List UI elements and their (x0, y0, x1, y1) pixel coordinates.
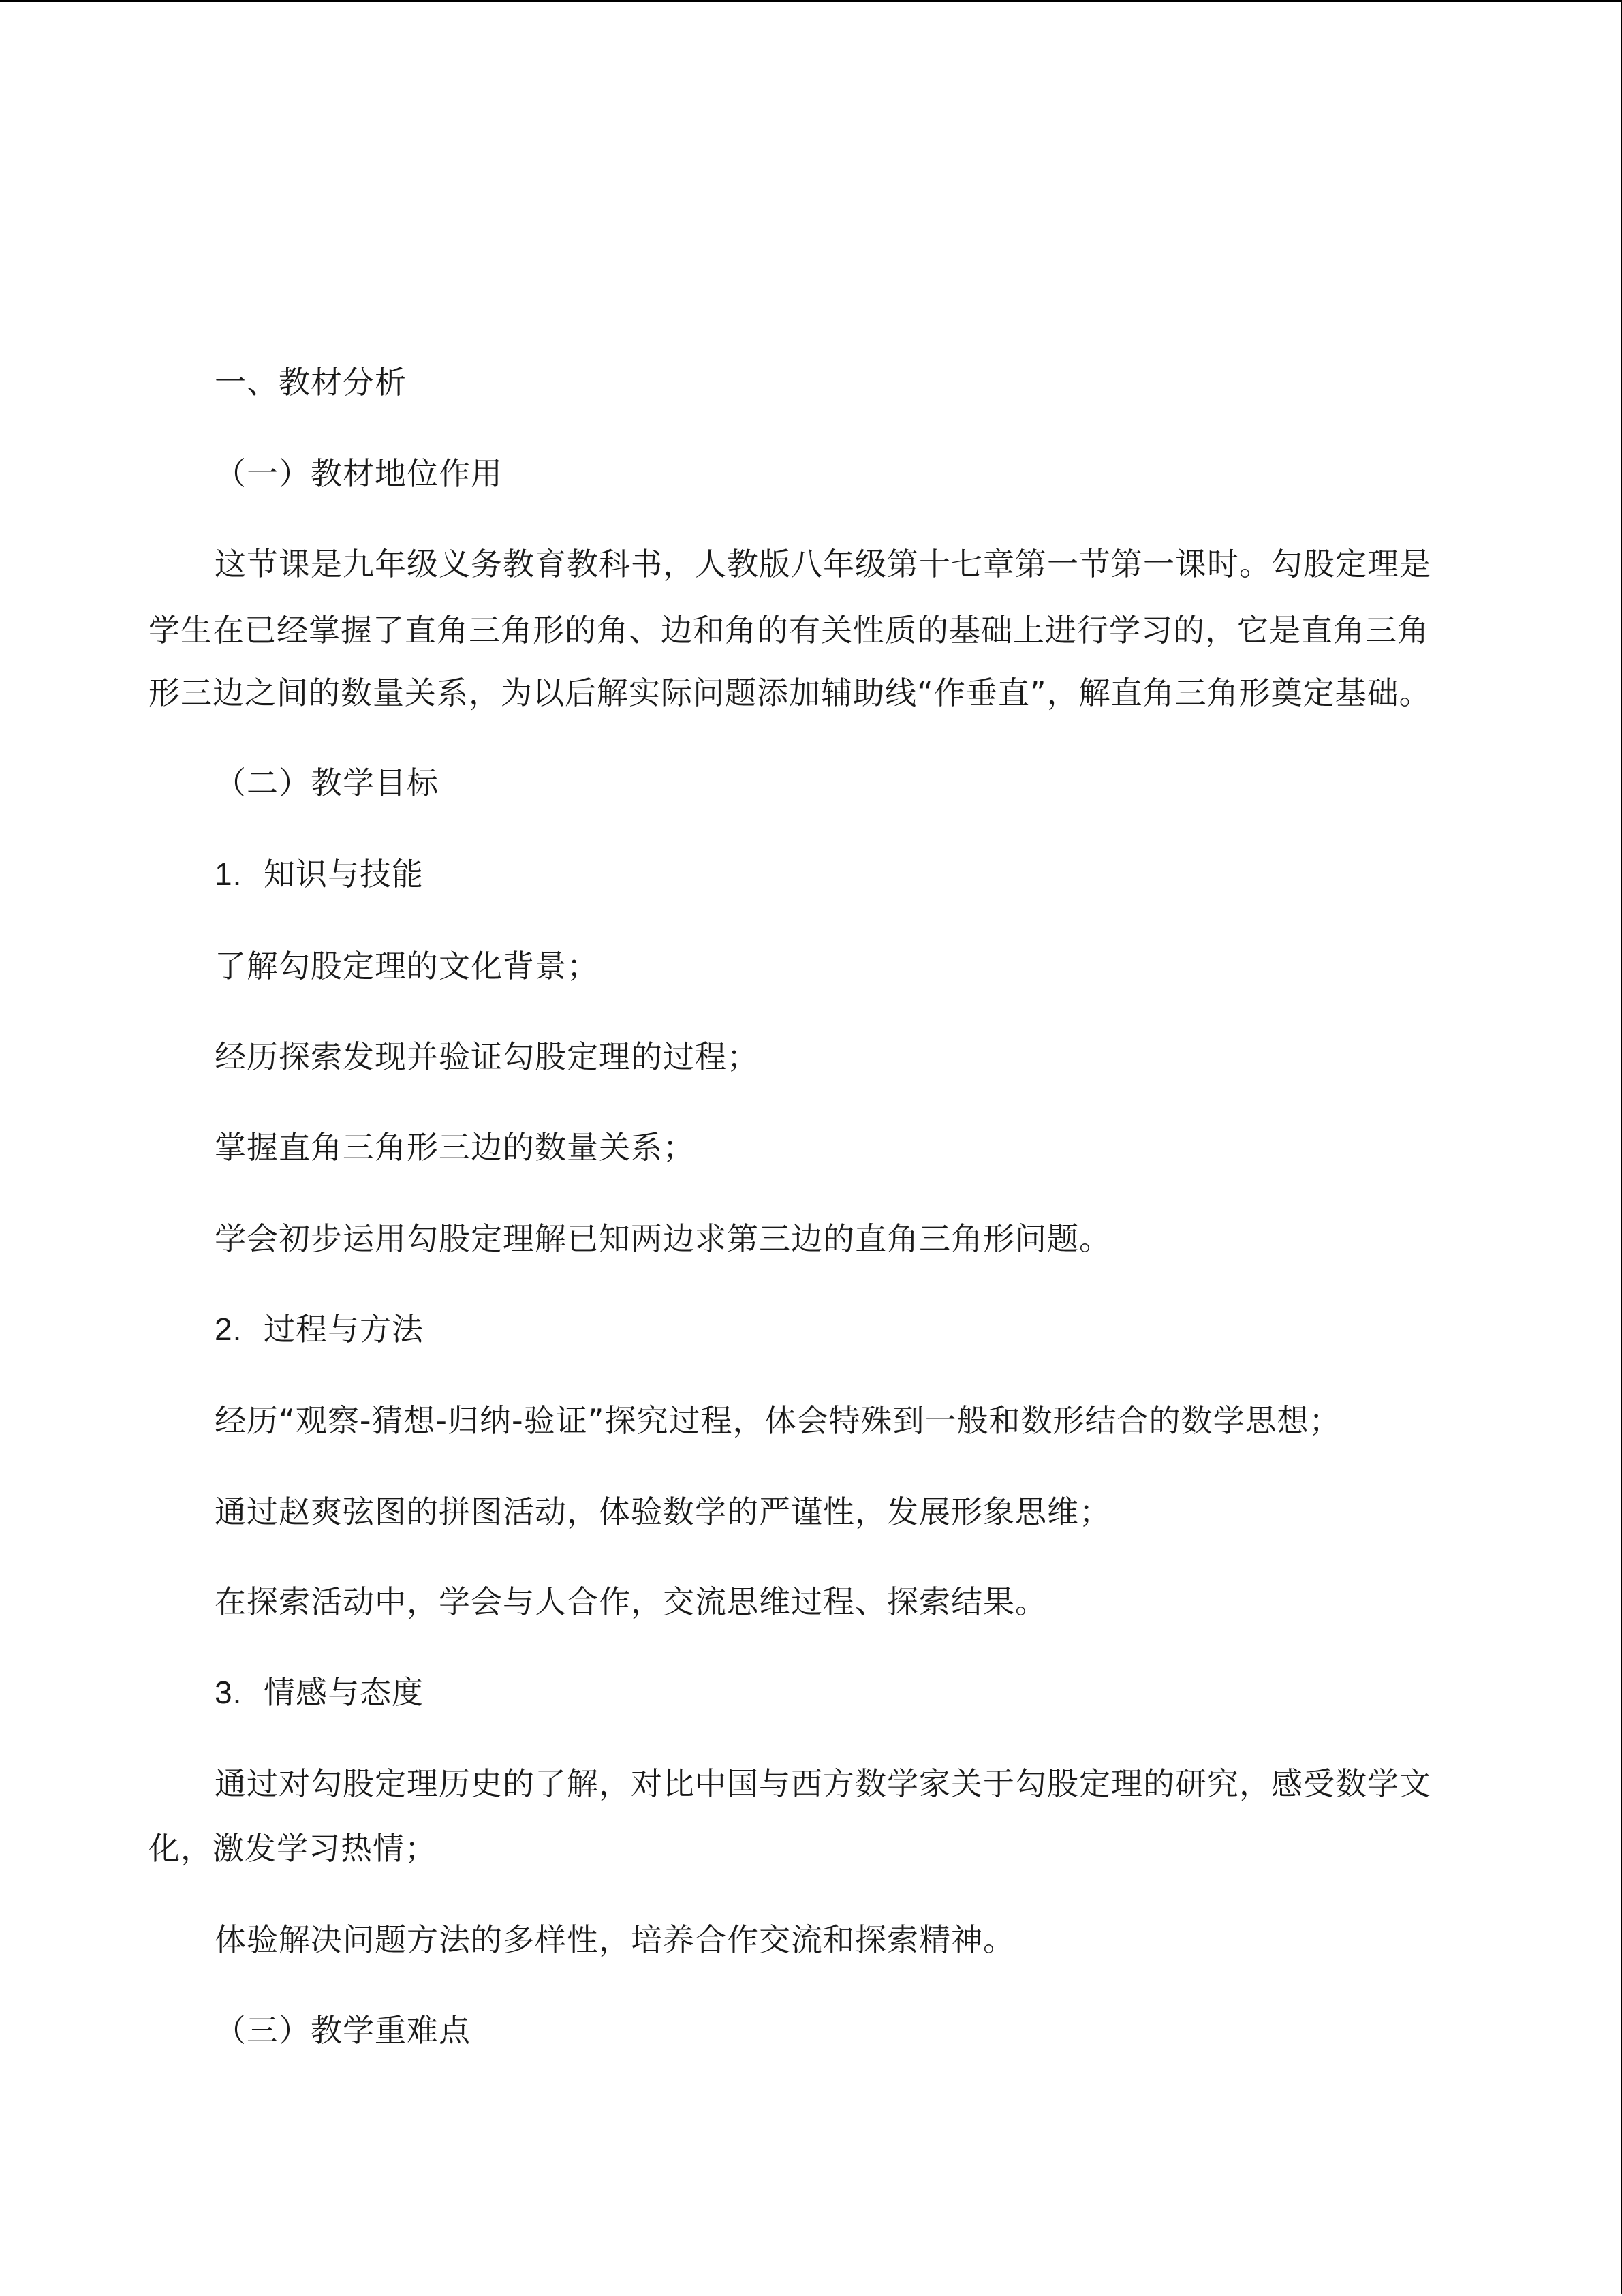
paragraph-line: 学生在已经掌握了直角三角形的角、边和角的有关性质的基础上进行学习的，它是直角三角 (149, 612, 1429, 649)
list-title: 过程与方法 (264, 1311, 424, 1348)
subsection-heading-keypoints: （三）教学重难点 (215, 2012, 471, 2049)
list-number: 3. (215, 1675, 243, 1710)
list-title: 情感与态度 (264, 1674, 424, 1711)
list-item: 了解勾股定理的文化背景； (215, 948, 599, 984)
subsection-heading-goals: （二）教学目标 (215, 764, 439, 801)
list-item: 通过赵爽弦图的拼图活动，体验数学的严谨性，发展形象思维； (215, 1493, 1111, 1530)
list-number: 2. (215, 1312, 243, 1347)
list-item: 学会初步运用勾股定理解已知两边求第三边的直角三角形问题。 (215, 1220, 1111, 1257)
paragraph-line: 这节课是九年级义务教育教科书，人教版八年级第十七章第一节第一课时。勾股定理是 (215, 546, 1431, 583)
list-item: 掌握直角三角形三边的数量关系； (215, 1129, 695, 1166)
paragraph-line: 通过对勾股定理历史的了解，对比中国与西方数学家关于勾股定理的研究，感受数学文 (215, 1765, 1431, 1802)
list-item: 经历探索发现并验证勾股定理的过程； (215, 1038, 759, 1075)
document-page (0, 2, 1622, 2296)
list-item: 经历“观察-猜想-归纳-验证”探究过程，体会特殊到一般和数形结合的数学思想； (215, 1402, 1341, 1439)
list-number: 1. (215, 856, 243, 892)
subsection-heading-position: （一）教材地位作用 (215, 455, 503, 492)
list-item: 体验解决问题方法的多样性，培养合作交流和探索精神。 (215, 1921, 1015, 1958)
list-item: 在探索活动中，学会与人合作，交流思维过程、探索结果。 (215, 1583, 1047, 1620)
section-heading: 一、教材分析 (215, 364, 407, 401)
goal-heading-process (215, 1309, 424, 1350)
paragraph-line: 化，激发学习热情； (149, 1830, 437, 1867)
goal-heading-attitude (215, 1672, 424, 1713)
list-title: 知识与技能 (264, 856, 424, 893)
goal-heading-knowledge (215, 854, 424, 895)
paragraph-line: 形三边之间的数量关系，为以后解实际问题添加辅助线“作垂直”，解直角三角形奠定基础。 (149, 674, 1431, 711)
